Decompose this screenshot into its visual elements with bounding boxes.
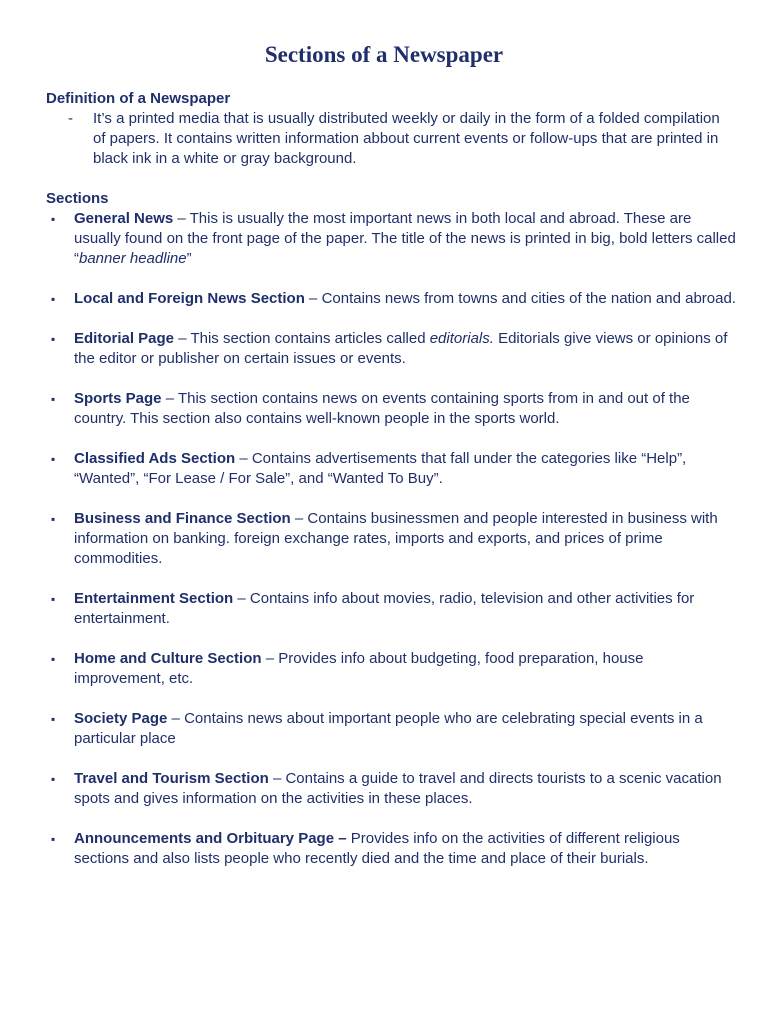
section-separator: –: [161, 390, 178, 407]
section-item-home-culture: [46, 649, 736, 689]
description-text: Contains advertisements that fall under the categories like “Help”, “Wanted”, “For Lease / For Sale”, and “Wanted To Buy”.: [74, 450, 687, 487]
section-name: Home and Culture Section: [74, 650, 262, 667]
description-text: Provides info about budgeting, food preparation, house improvement, etc.: [74, 650, 644, 687]
section-name: Local and Foreign News Section: [74, 290, 305, 307]
section-separator: –: [173, 210, 190, 227]
section-item-classified-ads: [46, 449, 736, 489]
section-name: Travel and Tourism Section: [74, 770, 269, 787]
description-text: Provides info on the activities of different religious sections and also lists people who recently died and the time and place of their burials.: [74, 830, 680, 867]
section-separator: –: [268, 770, 286, 787]
section-separator: –: [167, 710, 185, 727]
section-item-local-foreign-news: [46, 289, 736, 309]
section-separator: –: [261, 650, 279, 667]
description-text: Contains news about important people who are celebrating special events in a particular place: [74, 710, 703, 747]
section-name: General News: [74, 210, 174, 227]
description-text: Contains news from towns and cities of the nation and abroad.: [321, 290, 736, 307]
section-item-sports-page: [46, 389, 736, 429]
square-bullet-icon: ▪: [51, 292, 56, 306]
section-item-society-page: [46, 709, 736, 749]
dash-bullet: -: [68, 110, 73, 127]
section-description: [322, 290, 736, 307]
square-bullet-icon: ▪: [51, 832, 56, 846]
page-title: Sections of a Newspaper: [264, 42, 504, 67]
section-name: Entertainment Section: [74, 590, 234, 607]
description-text: This section contains articles called: [190, 330, 430, 347]
description-text-after: ”: [186, 250, 192, 267]
square-bullet-icon: ▪: [51, 332, 56, 346]
definition-heading: Definition of a Newspaper: [46, 90, 231, 107]
description-text: Contains a guide to travel and directs tourists to a scenic vacation spots and gives information on the activities in these places.: [74, 770, 722, 807]
square-bullet-icon: ▪: [51, 652, 56, 666]
description-text: Contains info about movies, radio, television and other activities for entertainment.: [74, 590, 695, 627]
section-separator: –: [235, 450, 252, 467]
square-bullet-icon: ▪: [51, 772, 56, 786]
section-separator: –: [304, 290, 322, 307]
square-bullet-icon: ▪: [51, 452, 56, 466]
description-text: Contains businessmen and people interested in business with information on banking. foreign exchange rates, imports and exports, and prices of prime commodities.: [74, 510, 718, 567]
section-name: Business and Finance Section: [74, 510, 291, 527]
section-name: Classified Ads Section: [74, 450, 236, 467]
description-text: This is usually the most important news in both local and abroad. These are usually found on the front page of the paper. The title of the news is printed in big, bold letters called “: [74, 210, 736, 267]
section-item-general-news: [46, 209, 736, 269]
square-bullet-icon: ▪: [51, 712, 56, 726]
definition-text: It’s a printed media that is usually distributed weekly or daily in the form of a folded compilation of papers. It contains written information abbout current events or follow-ups that are printed in black ink in a white or gray background.: [93, 110, 720, 167]
description-emphasis: banner headline: [79, 250, 187, 267]
section-separator: –: [290, 510, 308, 527]
section-name: Society Page: [74, 710, 168, 727]
square-bullet-icon: ▪: [51, 212, 56, 226]
section-name: Sports Page: [74, 390, 162, 407]
section-item-editorial-page: [46, 329, 736, 369]
section-name: Editorial Page: [74, 330, 175, 347]
section-item-announcements-obituary: [46, 829, 736, 869]
section-item-travel-tourism: [46, 769, 736, 809]
section-name: Announcements and Orbituary Page –: [74, 830, 347, 847]
section-separator: –: [174, 330, 191, 347]
sections-list: [46, 209, 736, 889]
square-bullet-icon: ▪: [51, 512, 56, 526]
section-item-business-finance: [46, 509, 736, 569]
description-text: This section contains news on events containing sports from in and out of the country. This section also contains well-known people in the sports world.: [74, 390, 690, 427]
square-bullet-icon: ▪: [51, 392, 56, 406]
sections-heading: Sections: [46, 190, 109, 207]
square-bullet-icon: ▪: [51, 592, 56, 606]
description-emphasis: editorials.: [429, 330, 494, 347]
section-separator: –: [233, 590, 250, 607]
section-item-entertainment: [46, 589, 736, 629]
description-text-after: Editorials give views or opinions of the editor or publisher on certain issues or events.: [74, 330, 728, 367]
